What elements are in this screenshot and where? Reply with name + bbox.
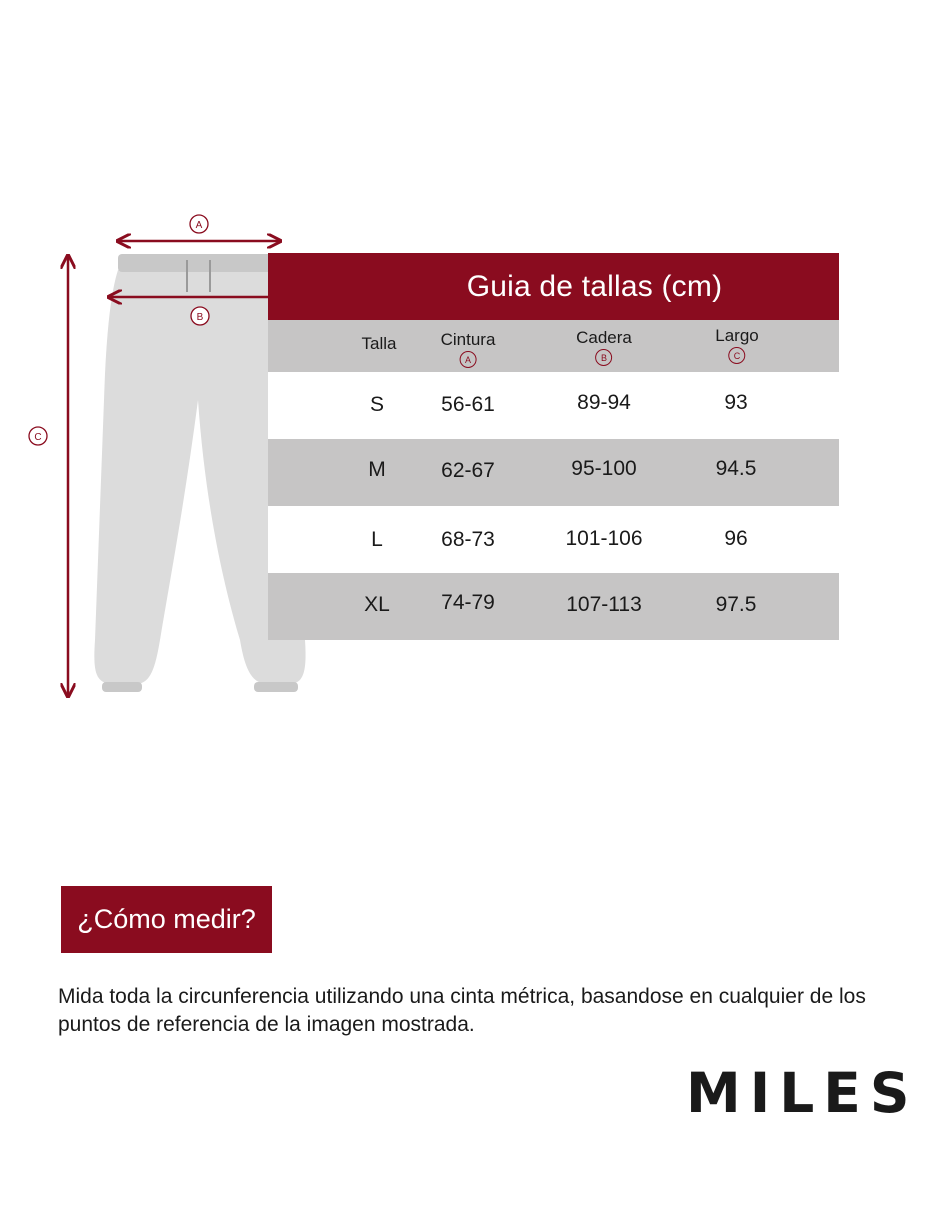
column-header-label: Talla xyxy=(361,334,397,353)
column-header-largo xyxy=(715,326,758,364)
table-row xyxy=(268,506,839,573)
column-header-cadera xyxy=(576,328,632,366)
badge-b-label: B xyxy=(196,312,204,323)
cell-talla: S xyxy=(369,393,385,416)
column-header-cintura xyxy=(441,330,496,368)
cell-cadera: 107-113 xyxy=(566,593,642,616)
badge-a-icon: A xyxy=(460,351,477,368)
column-header-talla xyxy=(362,334,397,354)
cell-cadera: 101-106 xyxy=(565,527,643,550)
cell-largo: 94.5 xyxy=(715,457,757,480)
cell-largo: 96 xyxy=(724,527,748,550)
cell-largo: 93 xyxy=(724,391,748,414)
how-to-measure-title: ¿Cómo medir? xyxy=(77,904,256,934)
badge-b-icon xyxy=(191,307,209,325)
badge-c-icon xyxy=(29,427,47,445)
cell-cadera: 95-100 xyxy=(571,457,637,480)
cell-cintura: 68-73 xyxy=(441,528,495,551)
column-header-label: Cintura xyxy=(440,330,496,349)
badge-c-icon: C xyxy=(728,347,745,364)
badge-a-icon xyxy=(190,215,208,233)
cell-talla: L xyxy=(371,528,383,551)
cell-cintura: 74-79 xyxy=(441,591,495,614)
measurement-instructions: Mida toda la circunferencia utilizando una cinta métrica, basandose en cualquier de los puntos de referencia de la imagen mostrada. xyxy=(58,985,866,1036)
badge-c-label: C xyxy=(34,432,42,443)
how-to-measure-heading xyxy=(61,886,272,953)
table-row xyxy=(268,372,839,439)
cell-cintura: 56-61 xyxy=(441,393,495,416)
column-header-label: Cadera xyxy=(576,328,632,347)
cell-cintura: 62-67 xyxy=(441,459,495,482)
cell-talla: XL xyxy=(364,593,390,616)
cell-cadera: 89-94 xyxy=(577,391,631,414)
column-header-label: Largo xyxy=(715,326,759,345)
cell-largo: 97.5 xyxy=(715,593,757,616)
badge-a-label: A xyxy=(195,220,203,231)
table-row xyxy=(268,573,839,640)
badge-b-icon: B xyxy=(595,349,612,366)
brand-logo: MILES xyxy=(686,1061,919,1125)
cell-talla: M xyxy=(368,458,386,481)
size-table-title-bar xyxy=(268,253,839,320)
size-table-title: Guia de tallas (cm) xyxy=(466,269,723,303)
table-row xyxy=(268,439,839,506)
size-table-column-headers xyxy=(268,320,839,372)
